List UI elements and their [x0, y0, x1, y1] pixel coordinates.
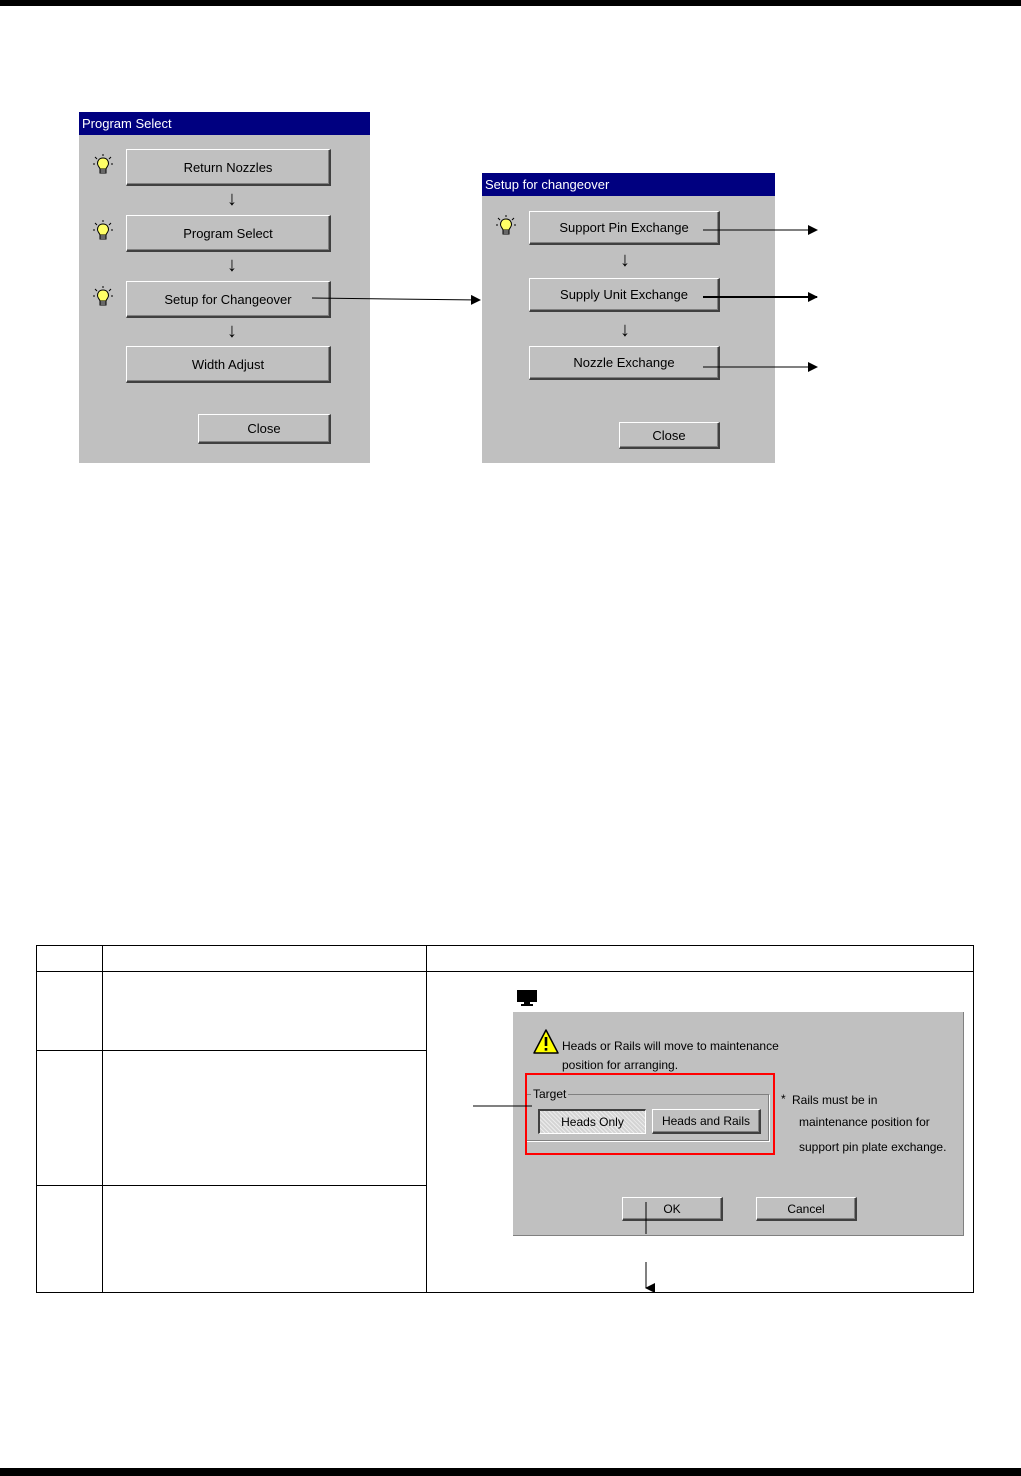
callout-lines [0, 1090, 1021, 1300]
close-button[interactable]: Close [198, 414, 331, 444]
flow-arrow-down-icon: ↓ [227, 188, 237, 210]
arrow-to-setup-dialog [312, 298, 480, 300]
close-button[interactable]: Close [619, 422, 720, 449]
flow-arrow-down-icon: ↓ [620, 249, 630, 271]
warning-icon [533, 1029, 559, 1055]
supply-unit-exchange-button[interactable]: Supply Unit Exchange [529, 278, 720, 312]
flow-arrow-down-icon: ↓ [620, 319, 630, 341]
setup-for-changeover-button[interactable]: Setup for Changeover [126, 281, 331, 318]
program-select-button[interactable]: Program Select [126, 215, 331, 252]
heads-and-rails-toggle[interactable]: Heads and Rails [652, 1109, 761, 1134]
nozzle-exchange-button[interactable]: Nozzle Exchange [529, 346, 720, 380]
return-nozzles-button[interactable]: Return Nozzles [126, 149, 331, 186]
heads-only-toggle[interactable]: Heads Only [538, 1109, 646, 1134]
support-pin-exchange-button[interactable]: Support Pin Exchange [529, 211, 720, 245]
program-select-title: Program Select [79, 112, 370, 135]
connector-arrows [0, 0, 1021, 480]
ok-button[interactable]: OK [622, 1197, 723, 1221]
note-line-3: support pin plate exchange. [799, 1140, 947, 1154]
flow-arrow-down-icon: ↓ [227, 254, 237, 276]
width-adjust-button[interactable]: Width Adjust [126, 346, 331, 383]
note-marker: * [781, 1092, 786, 1106]
bottom-rule [0, 1468, 1021, 1476]
target-group-label: Target [533, 1087, 567, 1101]
warning-message-line-1: Heads or Rails will move to maintenance [562, 1039, 779, 1053]
table-header-divider [36, 971, 974, 972]
monitor-icon [516, 989, 538, 1007]
setup-changeover-title: Setup for changeover [482, 173, 775, 196]
table-row-divider [36, 1050, 426, 1051]
warning-message-line-2: position for arranging. [562, 1058, 679, 1072]
note-line-1: Rails must be in [792, 1093, 878, 1107]
note-line-2: maintenance position for [799, 1115, 930, 1129]
flow-arrow-down-icon: ↓ [227, 320, 237, 342]
cancel-button[interactable]: Cancel [756, 1197, 857, 1221]
